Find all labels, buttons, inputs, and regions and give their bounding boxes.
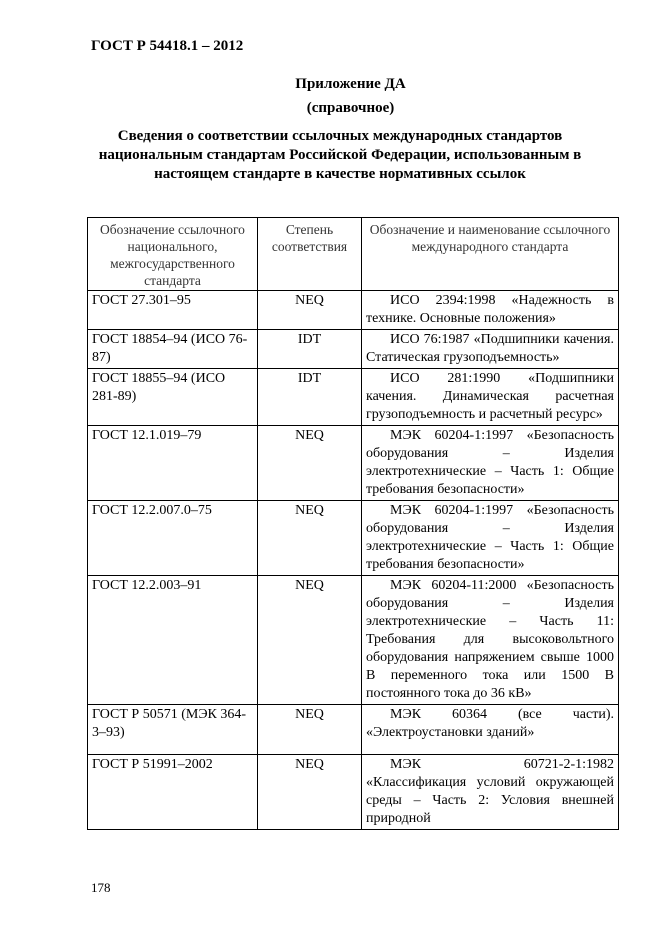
degree-cell: IDT [258,369,362,426]
degree-cell: NEQ [258,705,362,755]
appendix-note: (справочное) [306,100,395,116]
table-header-row [88,218,619,291]
national-standard-cell: ГОСТ 27.301–95 [88,291,258,330]
national-standard-cell: ГОСТ 12.2.003–91 [88,576,258,705]
document-code: ГОСТ Р 54418.1 – 2012 [91,38,244,54]
header-national-standard: Обозначение ссылочного национального, межгосударственного стандарта [88,218,258,291]
national-standard-cell: ГОСТ 18854–94 (ИСО 76-87) [88,330,258,369]
national-standard-cell: ГОСТ 12.1.019–79 [88,426,258,501]
international-standard-cell: МЭК 60204-1:1997 «Безопасность оборудования – Изделия электротехнические – Часть 1: Общие требования безопасности» [362,426,619,501]
national-standard-cell: ГОСТ Р 50571 (МЭК 364-3–93) [88,705,258,755]
international-standard-cell: ИСО 281:1990 «Подшипники качения. Динамическая расчетная грузоподъемность и расчетный ресурс» [362,369,619,426]
international-standard-cell: МЭК 60204-11:2000 «Безопасность оборудования – Изделия электротехнические – Часть 11: Требования для высоковольтного оборудования напряжением свыше 1000 В переменного тока или 1500 В постоянного тока до 36 кВ» [362,576,619,705]
international-standard-cell: МЭК 60721-2-1:1982 «Классификация условий окружающей среды – Часть 2: Условия внешней природной [362,755,619,830]
international-standard-cell: ИСО 2394:1998 «Надежность в технике. Основные положения» [362,291,619,330]
header-international-standard: Обозначение и наименование ссылочного международного стандарта [362,218,619,291]
degree-cell: NEQ [258,755,362,830]
table-row [88,426,619,501]
appendix-title: Приложение ДА [295,76,406,92]
table-row [88,705,619,755]
degree-cell: NEQ [258,291,362,330]
international-standard-cell: ИСО 76:1987 «Подшипники качения. Статическая грузоподъемность» [362,330,619,369]
header-degree: Степень соответствия [258,218,362,291]
appendix-heading: Сведения о соответствии ссылочных международных стандартов национальным стандартам Российской Федерации, использованным в настоящем стандарте в качестве нормативных ссылок [98,128,582,182]
national-standard-cell: ГОСТ 18855–94 (ИСО 281-89) [88,369,258,426]
table-row [88,330,619,369]
table-row [88,501,619,576]
international-standard-cell: МЭК 60364 (все части). «Электроустановки зданий» [362,705,619,755]
table-row [88,369,619,426]
table-row [88,576,619,705]
degree-cell: NEQ [258,426,362,501]
degree-cell: NEQ [258,576,362,705]
references-table [87,217,619,830]
degree-cell: IDT [258,330,362,369]
table-row [88,291,619,330]
page-number: 178 [91,880,111,895]
table-row [88,755,619,830]
national-standard-cell: ГОСТ Р 51991–2002 [88,755,258,830]
degree-cell: NEQ [258,501,362,576]
international-standard-cell: МЭК 60204-1:1997 «Безопасность оборудования – Изделия электротехнические – Часть 1: Общие требования безопасности» [362,501,619,576]
national-standard-cell: ГОСТ 12.2.007.0–75 [88,501,258,576]
